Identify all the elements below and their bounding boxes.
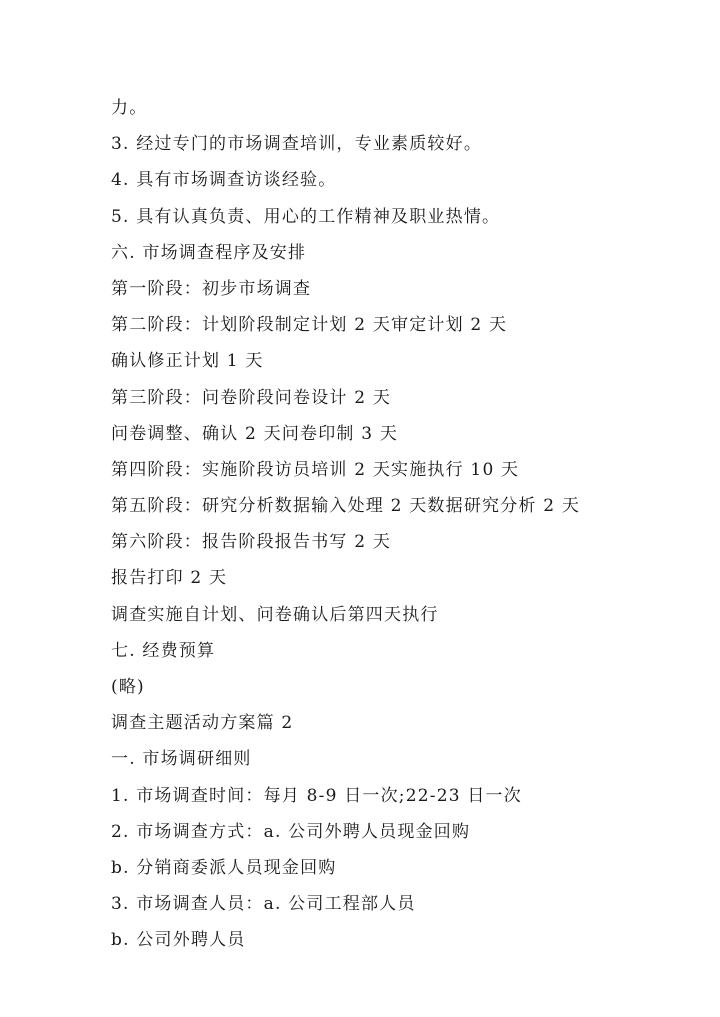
text-line: 第四阶段：实施阶段访员培训 2 天实施执行 10 天 [111, 459, 520, 480]
text-line: 问卷调整、确认 2 天问卷印制 3 天 [111, 423, 399, 444]
text-line: 第三阶段：问卷阶段问卷设计 2 天 [111, 387, 392, 408]
text-line: b. 分销商委派人员现金回购 [111, 857, 337, 878]
text-line: 力。 [111, 98, 148, 118]
text-line: 报告打印 2 天 [111, 568, 228, 589]
text-line: 第二阶段：计划阶段制定计划 2 天审定计划 2 天 [111, 315, 508, 336]
section-heading: 六. 市场调查程序及安排 [111, 242, 307, 263]
section-heading: 一. 市场调研细则 [111, 749, 252, 770]
text-line: 1. 市场调查时间：每月 8-9 日一次;22-23 日一次 [111, 785, 522, 806]
text-line: 第六阶段：报告阶段报告书写 2 天 [111, 532, 392, 553]
text-line: (略) [111, 677, 145, 697]
text-line: 确认修正计划 1 天 [111, 351, 264, 372]
text-line: 5. 具有认真负责、用心的工作精神及职业热情。 [111, 206, 501, 227]
text-line: 3. 市场调查人员：a. 公司工程部人员 [111, 894, 416, 915]
text-line: 2. 市场调查方式：a. 公司外聘人员现金回购 [111, 821, 471, 842]
text-line: 第五阶段：研究分析数据输入处理 2 天数据研究分析 2 天 [111, 496, 581, 517]
text-line: 第一阶段：初步市场调查 [111, 278, 312, 299]
article-title: 调查主题活动方案篇 2 [111, 713, 294, 734]
text-line: b. 公司外聘人员 [111, 930, 246, 951]
document-body [111, 90, 691, 959]
text-line: 4. 具有市场调查访谈经验。 [111, 170, 337, 191]
text-line: 调查实施自计划、问卷确认后第四天执行 [111, 604, 439, 625]
text-line: 3. 经过专门的市场调查培训，专业素质较好。 [111, 134, 483, 155]
section-heading: 七. 经费预算 [111, 640, 216, 661]
